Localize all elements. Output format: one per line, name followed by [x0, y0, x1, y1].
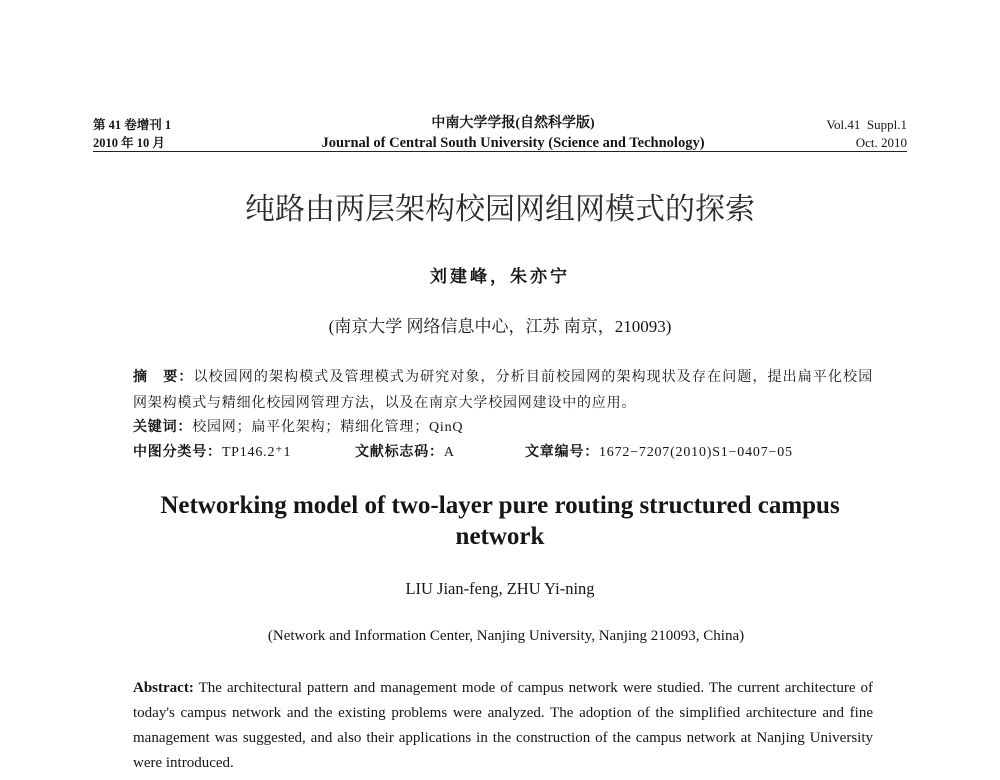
header-date-cn: 2010 年 10 月 [93, 136, 165, 150]
keywords-cn-value: 校园网；扁平化架构；精细化管理；QinQ [192, 420, 464, 435]
abstract-cn-text-1: 以校园网的架构模式及管理模式为研究对象，分析目前校园网的架构现状及存在问题，提出扁平化校园 [193, 370, 873, 385]
affiliation-en: (Network and Information Center, Nanjing University, Nanjing 210093, China) [267, 628, 745, 644]
authors-cn: 刘建峰，朱亦宁 [430, 267, 570, 286]
clc-number [133, 443, 291, 463]
article-number [525, 443, 793, 463]
header-journal-en: Journal of Central South University (Science and Technology) [321, 135, 705, 151]
clc-label: 中图分类号： [133, 445, 222, 460]
article-number-value: 1672−7207(2010)S1−0407−05 [599, 445, 793, 460]
abstract-en-line-4: were introduced. [133, 755, 234, 771]
header-journal-cn: 中南大学学报(自然科学版) [431, 116, 595, 131]
title-en: Networking model of two-layer pure routing structured campus network [160, 492, 840, 550]
abstract-cn-line-2: 网架构模式与精细化校园网管理方法，以及在南京大学校园网建设中的应用。 [133, 396, 637, 411]
authors-en: LIU Jian-feng, ZHU Yi-ning [405, 579, 595, 598]
clc-value: TP146.2⁺1 [221, 445, 292, 460]
abstract-cn-label: 摘 要： [133, 370, 194, 385]
abstract-en-label: Abstract: [133, 680, 194, 696]
abstract-en-line-3: management was suggested, and also their applications in the construction of the campus network at Nanjing University [133, 730, 873, 746]
document-code [355, 443, 455, 463]
abstract-cn-line-1 [133, 368, 873, 388]
abstract-en-text-1: The architectural pattern and management mode of campus network were studied. The current architecture of [198, 680, 873, 696]
title-cn: 纯路由两层架构校园网组网模式的探索 [245, 192, 755, 227]
document-code-label: 文献标志码： [355, 445, 444, 460]
header-rule [93, 151, 907, 152]
affiliation-cn: (南京大学 网络信息中心，江苏 南京，210093) [328, 317, 672, 336]
keywords-cn [133, 418, 463, 438]
header-date-en: Oct. 2010 [855, 135, 907, 150]
abstract-en-line-1 [133, 676, 873, 701]
abstract-en-line-2: today's campus network and the existing problems were analyzed. The adoption of the simplified architecture and fine [133, 705, 873, 721]
article-number-label: 文章编号： [525, 445, 599, 460]
keywords-cn-label: 关键词： [133, 420, 193, 435]
document-code-value: A [443, 445, 455, 460]
header-volume-cn: 第 41 卷增刊 1 [93, 118, 172, 132]
header-volume-en: Vol.41 Suppl.1 [826, 117, 907, 132]
